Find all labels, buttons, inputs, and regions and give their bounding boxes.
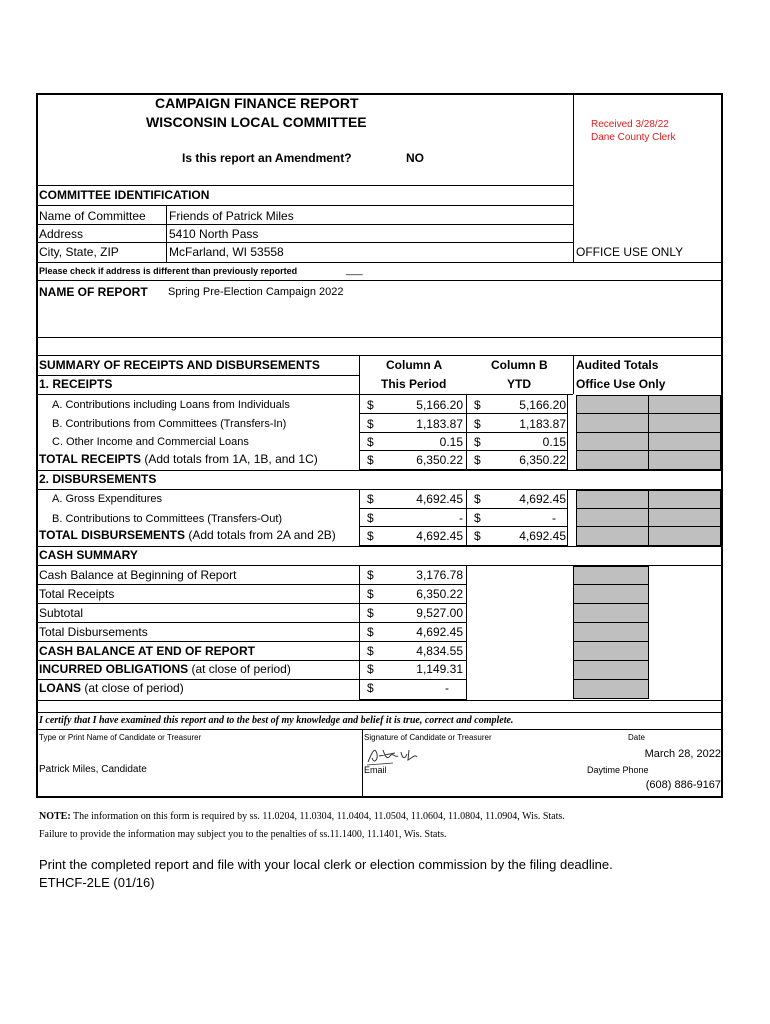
committee-top-rule xyxy=(37,185,573,186)
audited-disb-a-box[interactable] xyxy=(576,490,649,509)
committee-rule-3 xyxy=(37,242,573,243)
received-stamp-line2: Dane County Clerk xyxy=(591,132,676,143)
currency-symbol: $ xyxy=(367,625,374,639)
total-receipts-col-b[interactable]: 6,350.22 xyxy=(519,453,566,467)
cash-beginning-label: Cash Balance at Beginning of Report xyxy=(39,568,237,582)
cash-row-rule-2 xyxy=(37,603,467,604)
cash-end-balance-value[interactable]: 4,834.55 xyxy=(416,644,463,658)
total-disb-col-b[interactable]: 4,692.45 xyxy=(519,529,566,543)
total-disb-note: (Add totals from 2A and 2B) xyxy=(185,528,336,542)
disbursements-heading: 2. DISBURSEMENTS xyxy=(39,472,157,486)
cash-row-rule-1 xyxy=(37,584,467,585)
total-disb-col-a[interactable]: 4,692.45 xyxy=(416,529,463,543)
receipt-line-b-label: B. Contributions from Committees (Transfers-In) xyxy=(52,418,287,430)
cash-total-receipts-label: Total Receipts xyxy=(39,587,115,601)
disb-row-rule-2 xyxy=(359,526,568,527)
audited-receipt-b-box[interactable] xyxy=(576,413,649,433)
form-title-line1: CAMPAIGN FINANCE REPORT xyxy=(155,95,359,111)
loans-value[interactable]: - xyxy=(445,681,449,695)
currency-symbol: $ xyxy=(367,568,374,582)
audited-disb-a-box-2[interactable] xyxy=(648,490,721,509)
audited-total-receipts-box[interactable] xyxy=(576,450,649,470)
committee-rule-2 xyxy=(37,224,573,225)
currency-symbol: $ xyxy=(367,681,374,695)
total-receipts-label xyxy=(39,453,318,465)
total-disbursements-label xyxy=(39,529,336,541)
summary-col-divider-2 xyxy=(573,355,574,394)
printed-name-field[interactable]: Patrick Miles, Candidate xyxy=(39,764,147,775)
currency-symbol: $ xyxy=(474,435,481,449)
received-stamp-line1: Received 3/28/22 xyxy=(591,119,669,130)
audited-cash-box-6[interactable] xyxy=(573,660,649,680)
cash-row-rule-3 xyxy=(37,622,467,623)
currency-symbol: $ xyxy=(367,417,374,431)
audited-cash-box-7[interactable] xyxy=(573,679,649,699)
audited-disb-b-box-2[interactable] xyxy=(648,508,721,527)
column-a-header: Column A xyxy=(386,358,443,372)
cash-row-rule-5 xyxy=(37,660,467,661)
certification-rule xyxy=(37,729,723,730)
total-receipts-bold: TOTAL RECEIPTS xyxy=(39,452,142,466)
date-label: Date xyxy=(628,733,645,742)
currency-symbol: $ xyxy=(367,435,374,449)
cash-total-disb-value[interactable]: 4,692.45 xyxy=(416,625,463,639)
email-label: Email xyxy=(364,765,387,775)
column-b-subheader: YTD xyxy=(507,377,531,391)
form-title-line2: WISCONSIN LOCAL COMMITTEE xyxy=(146,114,367,130)
currency-symbol: $ xyxy=(474,492,481,506)
currency-symbol: $ xyxy=(474,529,481,543)
cash-subtotal-label: Subtotal xyxy=(39,606,84,620)
audited-cash-box-1[interactable] xyxy=(573,566,649,585)
city-label: City, State, ZIP xyxy=(39,245,119,259)
obligations-note: (at close of period) xyxy=(188,662,291,676)
disb-b-col-b[interactable]: - xyxy=(552,511,556,525)
audited-total-disb-box-2[interactable] xyxy=(648,526,721,546)
disb-a-col-a[interactable]: 4,692.45 xyxy=(416,492,463,506)
audited-receipt-c-box-2[interactable] xyxy=(648,432,721,451)
audited-disb-b-box[interactable] xyxy=(576,508,649,527)
receipts-row-rule-3 xyxy=(359,450,568,451)
loans-bold: LOANS xyxy=(39,681,81,695)
currency-symbol: $ xyxy=(367,453,374,467)
total-receipts-col-a[interactable]: 6,350.22 xyxy=(416,453,463,467)
date-field[interactable]: March 28, 2022 xyxy=(644,748,721,760)
note-bold: NOTE: xyxy=(39,811,71,822)
currency-symbol: $ xyxy=(367,587,374,601)
disb-a-col-b[interactable]: 4,692.45 xyxy=(519,492,566,506)
penalty-note: Failure to provide the information may subject you to the penalties of ss.11.1400, 11.1401, Wis. Stats. xyxy=(39,829,447,840)
amendment-question: Is this report an Amendment? xyxy=(182,151,352,165)
receipts-bottom-rule xyxy=(37,470,723,471)
committee-name-label: Name of Committee xyxy=(39,209,146,223)
audited-receipt-a-box[interactable] xyxy=(576,395,649,414)
phone-label: Daytime Phone xyxy=(587,765,649,775)
address-label: Address xyxy=(39,227,84,241)
certification-statement: I certify that I have examined this report and to the best of my knowledge and belief it is true, correct and complete. xyxy=(39,715,514,726)
cash-total-receipts-value[interactable]: 6,350.22 xyxy=(416,587,463,601)
certification-divider xyxy=(362,729,363,798)
committee-bottom-rule xyxy=(37,262,723,263)
cash-beginning-value[interactable]: 3,176.78 xyxy=(416,568,463,582)
note-text: The information on this form is required by ss. 11.0204, 11.0304, 11.0404, 11.0504, 11.0604, 11.0804, 11.0904, Wis. Stats. xyxy=(70,811,565,822)
audited-totals-subheader: Office Use Only xyxy=(576,377,666,391)
currency-symbol: $ xyxy=(367,511,374,525)
address-change-note: Please check if address is different than previously reported xyxy=(39,266,298,276)
phone-field[interactable]: (608) 886-9167 xyxy=(645,779,721,791)
audited-receipt-c-box[interactable] xyxy=(576,432,649,451)
report-name-label: NAME OF REPORT xyxy=(39,285,148,299)
disb-line-a-label: A. Gross Expenditures xyxy=(52,493,163,505)
receipt-a-col-b[interactable]: 5,166.20 xyxy=(519,398,566,412)
certification-top-rule xyxy=(37,712,723,713)
cash-subtotal-value[interactable]: 9,527.00 xyxy=(416,606,463,620)
receipt-line-c-label: C. Other Income and Commercial Loans xyxy=(52,436,249,448)
disb-row-rule-1 xyxy=(359,508,568,509)
currency-symbol: $ xyxy=(367,398,374,412)
cash-row-rule-4 xyxy=(37,641,467,642)
loans-label xyxy=(39,682,184,694)
audited-receipt-b-box-2[interactable] xyxy=(648,413,721,433)
filing-instructions: Print the completed report and file with your local clerk or election commission by the filing deadline. xyxy=(39,857,613,872)
currency-symbol: $ xyxy=(367,606,374,620)
disbursements-value-divider xyxy=(466,489,467,546)
currency-symbol: $ xyxy=(367,662,374,676)
committee-name-field[interactable]: Friends of Patrick Miles xyxy=(169,209,294,223)
currency-symbol: $ xyxy=(474,417,481,431)
receipt-c-col-a[interactable]: 0.15 xyxy=(439,435,463,449)
cash-row-rule-6 xyxy=(37,679,467,680)
form-id: ETHCF-2LE (01/16) xyxy=(39,875,155,890)
receipt-a-col-a[interactable]: 5,166.20 xyxy=(416,398,463,412)
currency-symbol: $ xyxy=(367,492,374,506)
summary-heading: SUMMARY OF RECEIPTS AND DISBURSEMENTS xyxy=(39,358,320,372)
receipts-row-rule-2 xyxy=(359,432,568,433)
office-use-label: OFFICE USE ONLY xyxy=(576,245,684,259)
summary-top-rule xyxy=(37,355,723,356)
committee-col-divider xyxy=(166,205,167,262)
address-field[interactable]: 5410 North Pass xyxy=(169,227,259,241)
column-b-header: Column B xyxy=(491,358,548,372)
obligations-value[interactable]: 1,149.31 xyxy=(416,662,463,676)
audited-cash-box-3[interactable] xyxy=(573,603,649,623)
audited-total-receipts-box-2[interactable] xyxy=(648,450,721,470)
currency-symbol: $ xyxy=(474,453,481,467)
receipt-b-col-a[interactable]: 1,183.87 xyxy=(416,417,463,431)
total-disb-bold: TOTAL DISBURSEMENTS xyxy=(39,528,186,542)
disb-b-col-a[interactable]: - xyxy=(459,511,463,525)
address-change-checkbox[interactable]: ___ xyxy=(346,265,363,276)
committee-rule-1 xyxy=(37,205,573,206)
column-a-subheader: This Period xyxy=(381,377,447,391)
committee-heading: COMMITTEE IDENTIFICATION xyxy=(39,188,210,202)
audited-total-disb-box[interactable] xyxy=(576,526,649,546)
currency-symbol: $ xyxy=(474,398,481,412)
name-print-label: Type or Print Name of Candidate or Treasurer xyxy=(39,733,202,742)
currency-symbol: $ xyxy=(474,511,481,525)
amendment-answer[interactable]: NO xyxy=(406,151,424,165)
currency-symbol: $ xyxy=(367,644,374,658)
receipt-b-col-b[interactable]: 1,183.87 xyxy=(519,417,566,431)
city-field[interactable]: McFarland, WI 53558 xyxy=(169,245,284,259)
office-use-divider xyxy=(573,95,574,262)
receipt-line-a-label: A. Contributions including Loans from Individuals xyxy=(52,399,290,411)
report-bottom-rule xyxy=(37,337,723,338)
summary-heading-rule xyxy=(37,375,359,376)
audited-cash-box-5[interactable] xyxy=(573,641,649,661)
total-receipts-note: (Add totals from 1A, 1B, and 1C) xyxy=(141,452,318,466)
audited-cash-box-4[interactable] xyxy=(573,622,649,642)
disbursements-bottom-rule xyxy=(37,546,723,547)
cash-end-balance-label: CASH BALANCE AT END OF REPORT xyxy=(39,644,255,658)
cash-summary-heading: CASH SUMMARY xyxy=(39,548,138,562)
incurred-obligations-label xyxy=(39,663,291,675)
loans-note: (at close of period) xyxy=(81,681,184,695)
cash-total-disb-label: Total Disbursements xyxy=(39,625,148,639)
audited-totals-header: Audited Totals xyxy=(576,358,659,372)
obligations-bold: INCURRED OBLIGATIONS xyxy=(39,662,189,676)
report-name-field[interactable]: Spring Pre-Election Campaign 2022 xyxy=(168,286,344,298)
currency-symbol: $ xyxy=(367,529,374,543)
audited-cash-box-2[interactable] xyxy=(573,584,649,604)
disb-line-b-label: B. Contributions to Committees (Transfers-Out) xyxy=(52,513,283,525)
receipts-heading: 1. RECEIPTS xyxy=(39,377,113,391)
signature-label: Signature of Candidate or Treasurer xyxy=(364,733,492,742)
legal-note xyxy=(39,812,565,822)
receipts-row-rule-1 xyxy=(359,413,568,414)
audited-receipt-a-box-2[interactable] xyxy=(648,395,721,414)
cash-bottom-rule xyxy=(37,700,723,701)
receipt-c-col-b[interactable]: 0.15 xyxy=(542,435,566,449)
address-check-rule xyxy=(37,280,723,281)
